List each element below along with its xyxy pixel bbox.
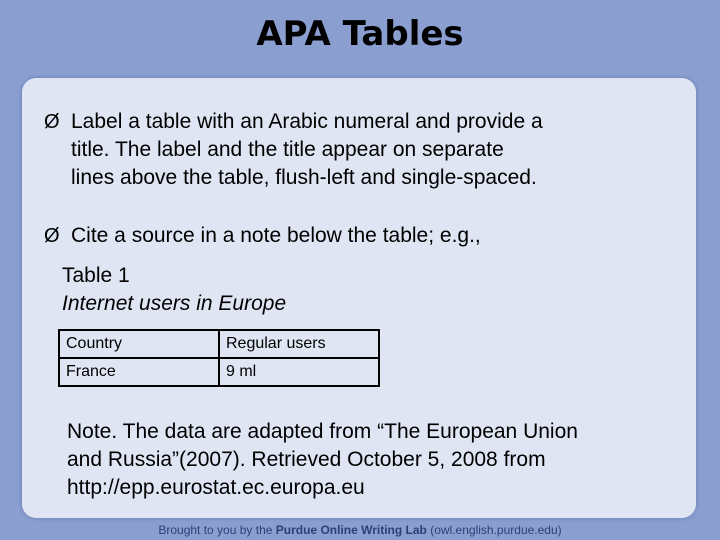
- footer-credit: [0, 522, 720, 538]
- slide-title: APA Tables: [256, 14, 464, 54]
- table-example-caption: [62, 262, 286, 318]
- bullet-item-label-table: [44, 108, 684, 192]
- table-cell: 9 ml: [219, 358, 379, 386]
- bullet-item-cite-source: [44, 222, 684, 250]
- example-table: [58, 329, 380, 387]
- arrow-bullet-icon: Ø: [44, 225, 60, 247]
- table-note: Note. The data are adapted from “The European Union and Russia”(2007). Retrieved October 5, 2008 from http://epp.eurostat.ec.europa.eu: [67, 420, 578, 499]
- table-cell: Country: [59, 330, 219, 358]
- table-cell: France: [59, 358, 219, 386]
- footer-prefix: Brought to you by the: [158, 523, 276, 537]
- bullet-text: Label a table with an Arabic numeral and provide a title. The label and the title appear on separate lines above the table, flush-left and single-spaced.: [71, 110, 543, 189]
- table-label: Table 1: [62, 264, 130, 287]
- table-row: [59, 330, 379, 358]
- arrow-bullet-icon: Ø: [44, 111, 60, 133]
- table-cell: Regular users: [219, 330, 379, 358]
- table-row: [59, 358, 379, 386]
- bullet-text: Cite a source in a note below the table; e.g.,: [71, 224, 481, 247]
- table-title: Internet users in Europe: [62, 292, 287, 315]
- footer-suffix: (owl.english.purdue.edu): [426, 523, 562, 537]
- footer-lab-name: Purdue Online Writing Lab: [275, 523, 427, 537]
- content-panel: [22, 78, 696, 518]
